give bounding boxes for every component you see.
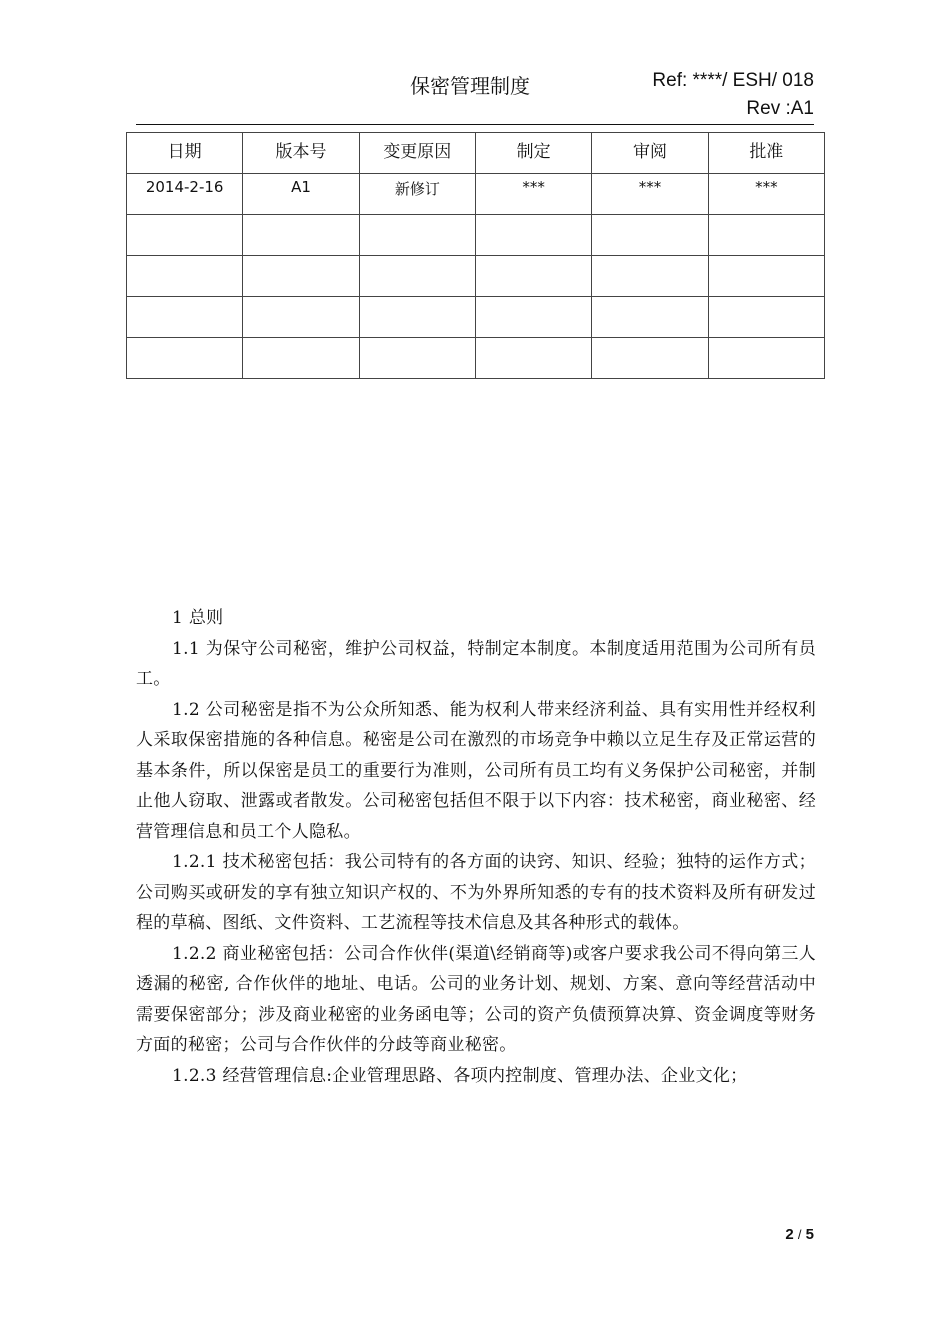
table-cell (475, 215, 591, 256)
column-header-date: 日期 (127, 133, 243, 174)
table-cell (708, 297, 824, 338)
revision-history-table (126, 132, 825, 379)
table-cell (243, 256, 359, 297)
table-cell (243, 215, 359, 256)
column-header-approved: 批准 (708, 133, 824, 174)
table-cell (592, 338, 708, 379)
table-row (127, 297, 825, 338)
table-row (127, 338, 825, 379)
column-header-prepared: 制定 (475, 133, 591, 174)
table-cell (243, 297, 359, 338)
table-cell (475, 297, 591, 338)
table-cell (475, 256, 591, 297)
body-paragraph: 1.2 公司秘密是指不为公众所知悉、能为权利人带来经济利益、具有实用性并经权利人采取保密措施的各种信息。秘密是公司在激烈的市场竞争中赖以立足生存及正常运营的基本条件，所以保密是员工的重要行为准则，公司所有员工均有义务保护公司秘密，并制止他人窃取、泄露或者散发。公司秘密包括但不限于以下内容：技术秘密，商业秘密、经营管理信息和员工个人隐私。 (136, 699, 816, 842)
table-cell (708, 338, 824, 379)
body-paragraph: 1.2.2 商业秘密包括：公司合作伙伴(渠道\经销商等)或客户要求我公司不得向第三人透漏的秘密, 合作伙伴的地址、电话。公司的业务计划、规划、方案、意向等经营活动中需要保密部分；涉及商业秘密的业务函电等；公司的资产负债预算决算、资金调度等财务方面的秘密；公司与合作伙伴的分歧等商业秘密。 (136, 943, 816, 1055)
table-cell (127, 338, 243, 379)
table-cell (127, 297, 243, 338)
table-cell: *** (708, 174, 824, 215)
column-header-change-reason: 变更原因 (359, 133, 475, 174)
table-cell (708, 256, 824, 297)
body-paragraph: 1.2.1 技术秘密包括：我公司特有的各方面的诀窍、知识、经验；独特的运作方式；公司购买或研发的享有独立知识产权的、不为外界所知悉的专有的技术资料及所有研发过程的草稿、图纸、文件资料、工艺流程等技术信息及其各种形式的载体。 (136, 852, 816, 933)
document-revision: Rev :A1 (746, 98, 814, 119)
table-row (127, 215, 825, 256)
table-cell (359, 338, 475, 379)
table-cell (475, 338, 591, 379)
document-body (136, 603, 816, 1091)
table-cell (127, 215, 243, 256)
table-cell: A1 (243, 174, 359, 215)
table-cell (592, 256, 708, 297)
table-row (127, 174, 825, 215)
table-cell: 新修订 (359, 174, 475, 215)
page-number (785, 1226, 814, 1243)
table-cell (243, 338, 359, 379)
body-paragraph: 1.1 为保守公司秘密，维护公司权益，特制定本制度。本制度适用范围为公司所有员工。 (136, 638, 816, 689)
table-cell: 2014-2-16 (127, 174, 243, 215)
table-cell (359, 297, 475, 338)
document-title: 保密管理制度 (410, 74, 530, 98)
table-cell: *** (592, 174, 708, 215)
page-separator: / (797, 1227, 802, 1242)
table-cell (592, 297, 708, 338)
body-paragraph: 1.2.3 经营管理信息:企业管理思路、各项内控制度、管理办法、企业文化； (172, 1065, 748, 1086)
column-header-reviewed: 审阅 (592, 133, 708, 174)
table-cell (708, 215, 824, 256)
table-cell (127, 256, 243, 297)
table-row (127, 256, 825, 297)
page-current: 2 (785, 1226, 794, 1243)
section-heading: 1 总则 (172, 608, 224, 628)
column-header-version: 版本号 (243, 133, 359, 174)
table-cell (359, 256, 475, 297)
document-ref: Ref: ****/ ESH/ 018 (652, 70, 814, 91)
table-cell (592, 215, 708, 256)
table-cell: *** (475, 174, 591, 215)
page-total: 5 (805, 1226, 814, 1243)
header-divider (136, 124, 814, 125)
table-cell (359, 215, 475, 256)
table-header-row (127, 133, 825, 174)
